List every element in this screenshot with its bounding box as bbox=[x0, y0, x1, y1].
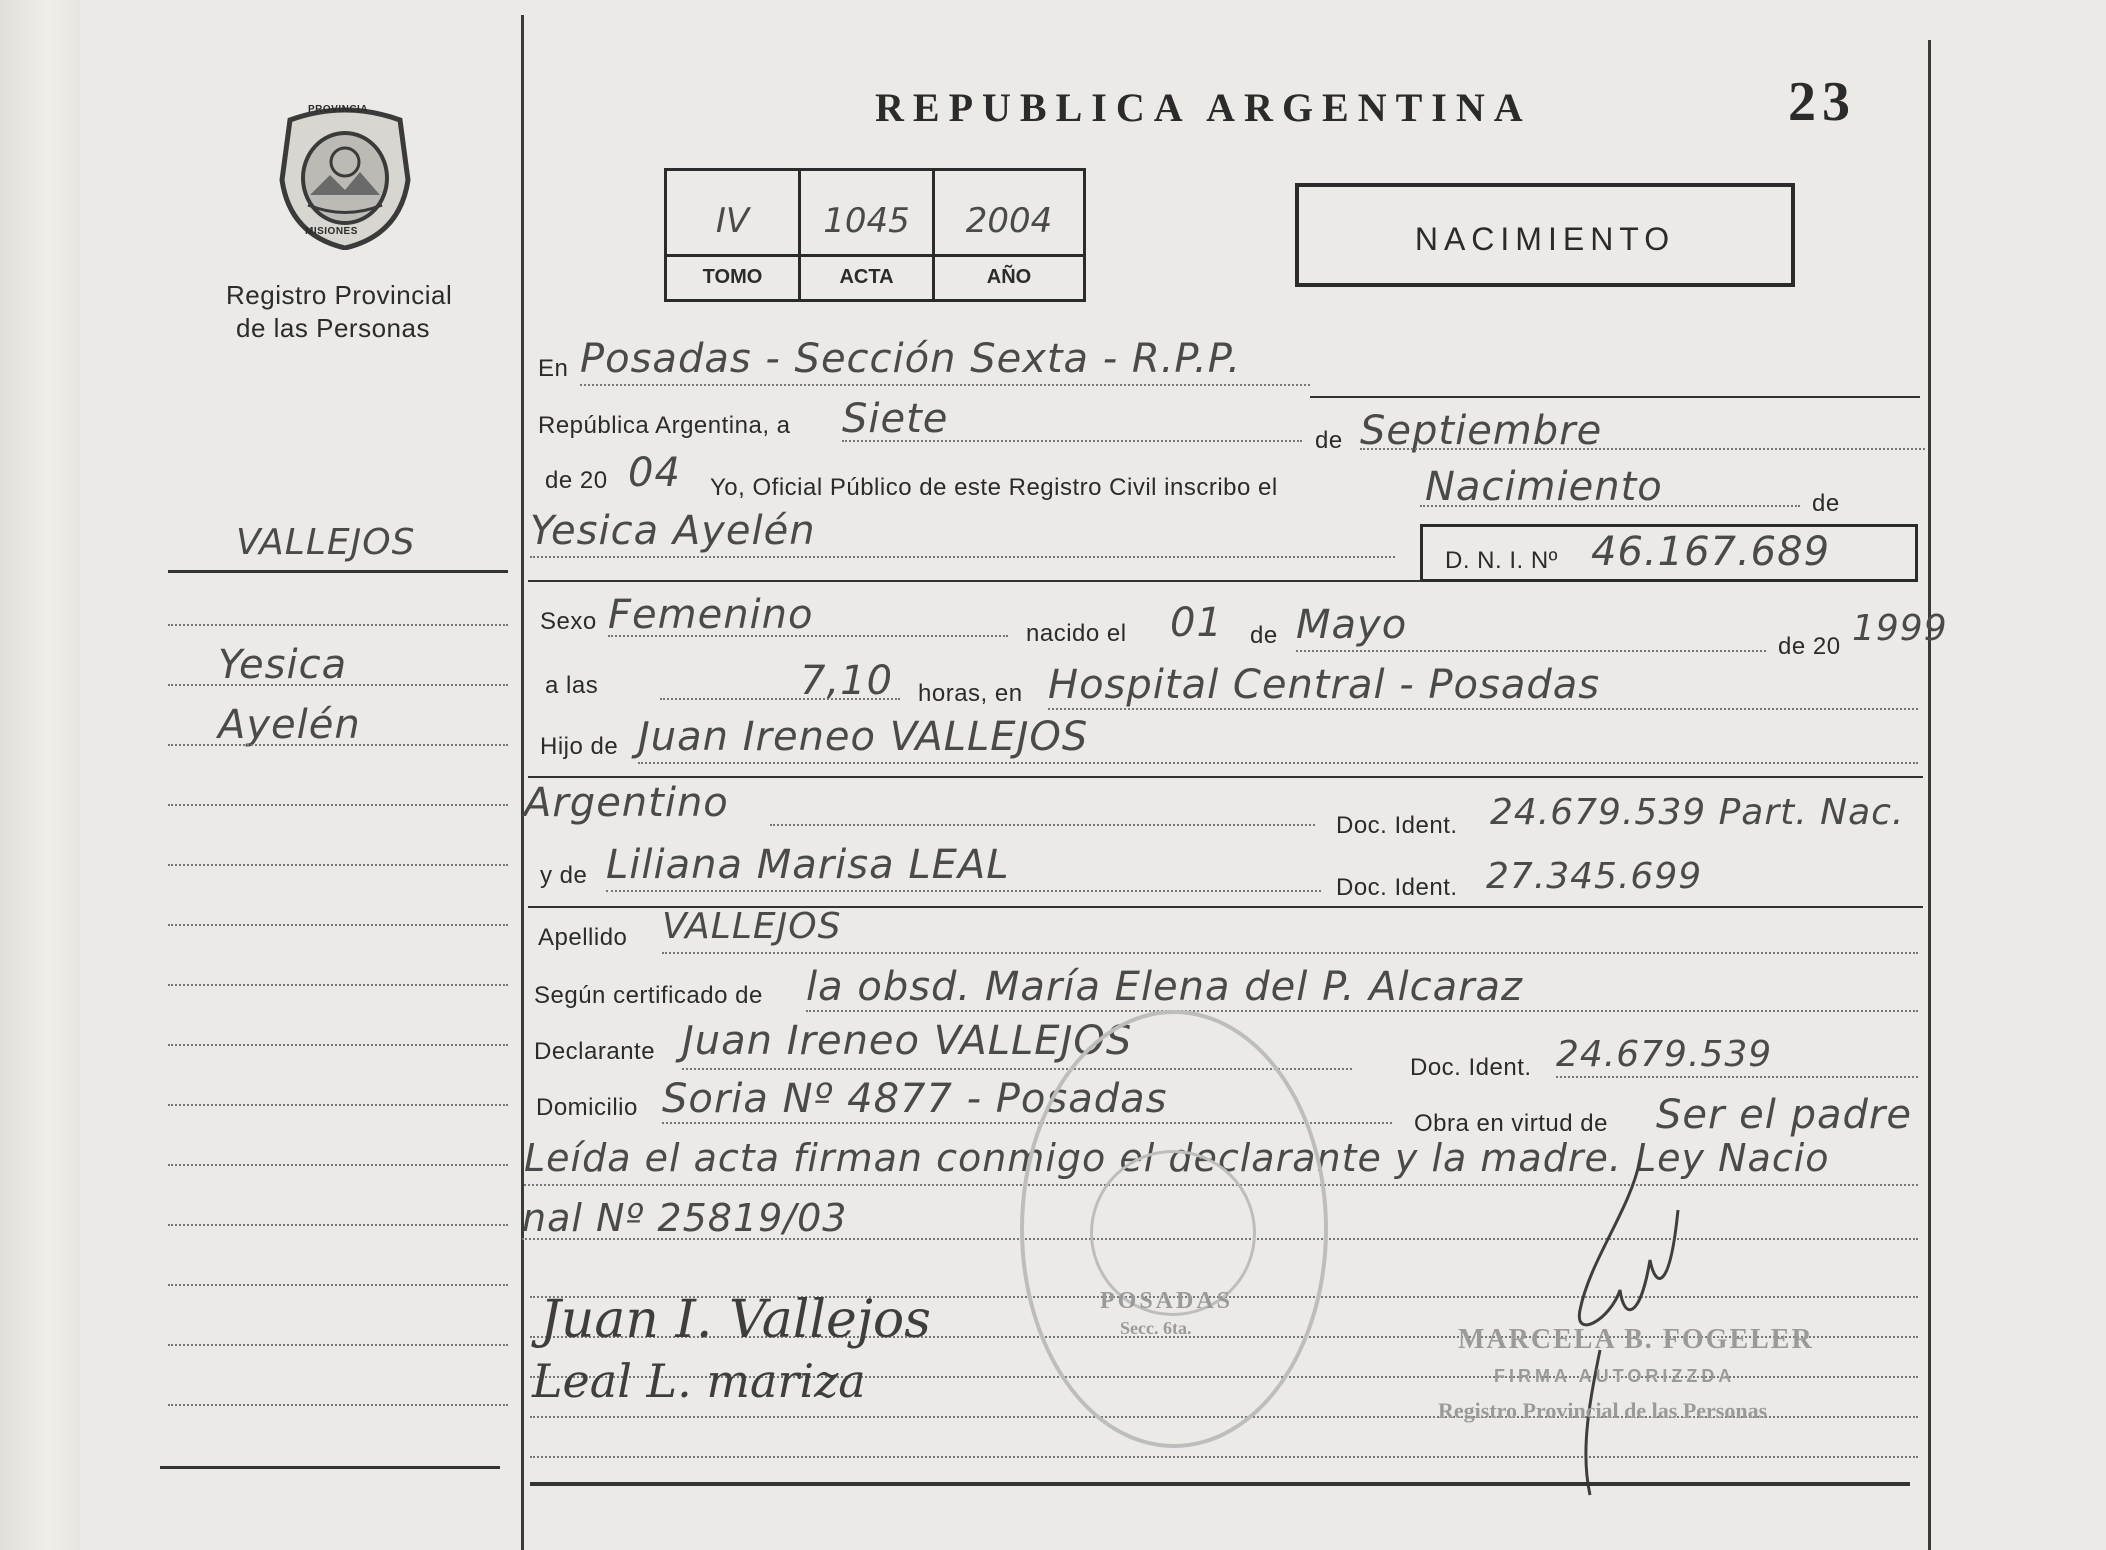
margin-name-1: Yesica bbox=[218, 642, 348, 688]
label-republica: República Argentina, a bbox=[538, 412, 791, 439]
label-a-las: a las bbox=[545, 672, 599, 699]
row-madre-dots bbox=[606, 890, 1321, 892]
label-y-de: y de bbox=[540, 862, 588, 889]
row-sexo-dots bbox=[608, 635, 1008, 637]
value-year: 04 bbox=[628, 450, 681, 496]
label-de-20-nac: de 20 bbox=[1778, 633, 1841, 660]
value-doc-decl: 24.679.539 bbox=[1556, 1034, 1773, 1075]
value-nac-day: 01 bbox=[1170, 600, 1223, 646]
margin-dotted-line bbox=[168, 804, 508, 806]
value-dni: 46.167.689 bbox=[1591, 529, 1831, 575]
value-apellido: VALLEJOS bbox=[662, 906, 842, 947]
margin-dotted-line bbox=[168, 624, 508, 626]
row-en-line bbox=[1310, 396, 1920, 398]
value-declarante: Juan Ireneo VALLEJOS bbox=[682, 1018, 1133, 1064]
dni-box bbox=[1420, 524, 1918, 582]
label-yo: Yo, Oficial Público de este Registro Civil inscribo el bbox=[710, 474, 1278, 501]
acta-value: 1045 bbox=[823, 201, 910, 241]
margin-dotted-line bbox=[168, 1344, 508, 1346]
tomo-value: IV bbox=[715, 201, 750, 241]
value-inscribo: Nacimiento bbox=[1425, 464, 1663, 510]
label-dni: D. N. I. Nº bbox=[1445, 547, 1558, 574]
record-type-box bbox=[1295, 183, 1795, 287]
margin-dotted-line bbox=[168, 1224, 508, 1226]
value-doc-madre: 27.345.699 bbox=[1486, 856, 1703, 897]
label-sexo: Sexo bbox=[540, 608, 597, 635]
row-nacpadre-dots bbox=[770, 824, 1315, 826]
row-inscribo-dots bbox=[1420, 505, 1800, 507]
page-edge bbox=[0, 0, 80, 1550]
signature-dotted-line bbox=[530, 1456, 1918, 1458]
row4-rule bbox=[528, 580, 1423, 582]
value-hora: 7,10 bbox=[800, 658, 894, 704]
row-nac-dots bbox=[1296, 650, 1766, 652]
label-nacido: nacido el bbox=[1026, 620, 1127, 647]
acta-label: ACTA bbox=[839, 266, 894, 288]
value-child-name: Yesica Ayelén bbox=[530, 508, 816, 554]
value-padre: Juan Ireneo VALLEJOS bbox=[638, 714, 1089, 760]
right-border-line bbox=[1928, 40, 1931, 1550]
value-nac-month: Mayo bbox=[1296, 602, 1408, 648]
margin-dotted-line bbox=[168, 744, 508, 746]
row-apellido-dots bbox=[662, 952, 1918, 954]
margin-dotted-line bbox=[168, 984, 508, 986]
label-segun: Según certificado de bbox=[534, 982, 763, 1009]
page-number: 23 bbox=[1788, 71, 1856, 133]
value-doc-padre: 24.679.539 Part. Nac. bbox=[1490, 792, 1905, 833]
registry-name-line1: Registro Provincial bbox=[226, 280, 453, 310]
country-title: REPUBLICA ARGENTINA bbox=[875, 85, 1532, 130]
margin-surname: VALLEJOS bbox=[236, 522, 416, 563]
value-lugar: Hospital Central - Posadas bbox=[1048, 662, 1601, 708]
margin-dotted-line bbox=[168, 1164, 508, 1166]
seal-top-text: PROVINCIA bbox=[308, 104, 369, 115]
value-nac-padre: Argentino bbox=[524, 780, 729, 826]
row-padre-dots bbox=[638, 762, 1918, 764]
row-lugar-dots bbox=[1048, 708, 1918, 710]
value-obra: Ser el padre bbox=[1656, 1092, 1912, 1138]
stamp-section: Secc. 6ta. bbox=[1120, 1318, 1192, 1338]
margin-dotted-line bbox=[168, 1284, 508, 1286]
value-segun: la obsd. María Elena del P. Alcaraz bbox=[806, 964, 1524, 1010]
value-sexo: Femenino bbox=[608, 592, 814, 638]
value-domicilio: Soria Nº 4877 - Posadas bbox=[662, 1076, 1168, 1122]
row-en-dots bbox=[580, 384, 1310, 386]
registry-name-line2: de las Personas bbox=[236, 313, 430, 343]
label-de-month: de bbox=[1315, 427, 1343, 454]
margin-dotted-line bbox=[168, 924, 508, 926]
label-de-end: de bbox=[1812, 490, 1840, 517]
book-reference-table bbox=[664, 168, 1086, 302]
value-day: Siete bbox=[842, 396, 949, 442]
official-role: FIRMA AUTORIZZDA bbox=[1494, 1366, 1736, 1386]
margin-dotted-line bbox=[168, 1404, 508, 1406]
label-de-nac: de bbox=[1250, 622, 1278, 649]
row7-rule bbox=[528, 776, 1923, 778]
official-office: Registro Provincial de las Personas bbox=[1438, 1398, 1768, 1423]
tomo-label: TOMO bbox=[702, 266, 763, 288]
margin-surname-line bbox=[168, 570, 508, 573]
value-en: Posadas - Sección Sexta - R.P.P. bbox=[580, 336, 1242, 382]
record-type-label: NACIMIENTO bbox=[1414, 221, 1676, 257]
row-segun-dots bbox=[806, 1010, 1918, 1012]
row-month-dots bbox=[1360, 448, 1925, 450]
label-doc-madre: Doc. Ident. bbox=[1336, 874, 1458, 901]
bottom-rule bbox=[530, 1482, 1910, 1486]
value-nac-year: 1999 bbox=[1852, 608, 1948, 649]
ano-value: 2004 bbox=[965, 201, 1053, 241]
stamp-city: POSADAS bbox=[1100, 1288, 1234, 1314]
value-month: Septiembre bbox=[1360, 408, 1603, 454]
margin-dotted-line bbox=[168, 684, 508, 686]
margin-dotted-line bbox=[168, 1044, 508, 1046]
row-name-dots bbox=[530, 556, 1395, 558]
label-horas: horas, en bbox=[918, 680, 1023, 707]
row-hora-dots bbox=[660, 698, 900, 700]
label-apellido: Apellido bbox=[538, 924, 628, 951]
row-day-dots bbox=[842, 440, 1302, 442]
row-docdecl-dots bbox=[1556, 1076, 1918, 1078]
label-obra: Obra en virtud de bbox=[1414, 1110, 1608, 1137]
label-declarante: Declarante bbox=[534, 1038, 656, 1065]
margin-dotted-line bbox=[168, 864, 508, 866]
signature-mother: Leal L. mariza bbox=[532, 1354, 866, 1408]
label-domicilio: Domicilio bbox=[536, 1094, 638, 1121]
value-observations-2: nal Nº 25819/03 bbox=[522, 1196, 848, 1240]
value-madre: Liliana Marisa LEAL bbox=[606, 842, 1010, 888]
value-observations-1: Leída el acta firman conmigo el declarante y la madre. Ley Nacio bbox=[524, 1136, 1830, 1180]
label-doc-padre: Doc. Ident. bbox=[1336, 812, 1458, 839]
label-doc-decl: Doc. Ident. bbox=[1410, 1054, 1532, 1081]
seal-bottom-text: MISIONES bbox=[305, 226, 358, 237]
margin-dotted-line bbox=[168, 1104, 508, 1106]
margin-name-2: Ayelén bbox=[218, 702, 361, 748]
label-hijo: Hijo de bbox=[540, 733, 619, 760]
signature-declarant: Juan I. Vallejos bbox=[540, 1290, 931, 1350]
label-en: En bbox=[538, 355, 569, 382]
official-name: MARCELA B. FOGELER bbox=[1458, 1324, 1814, 1355]
label-de-20: de 20 bbox=[545, 467, 608, 494]
ano-label: AÑO bbox=[986, 266, 1032, 288]
margin-bottom-rule bbox=[160, 1466, 500, 1469]
